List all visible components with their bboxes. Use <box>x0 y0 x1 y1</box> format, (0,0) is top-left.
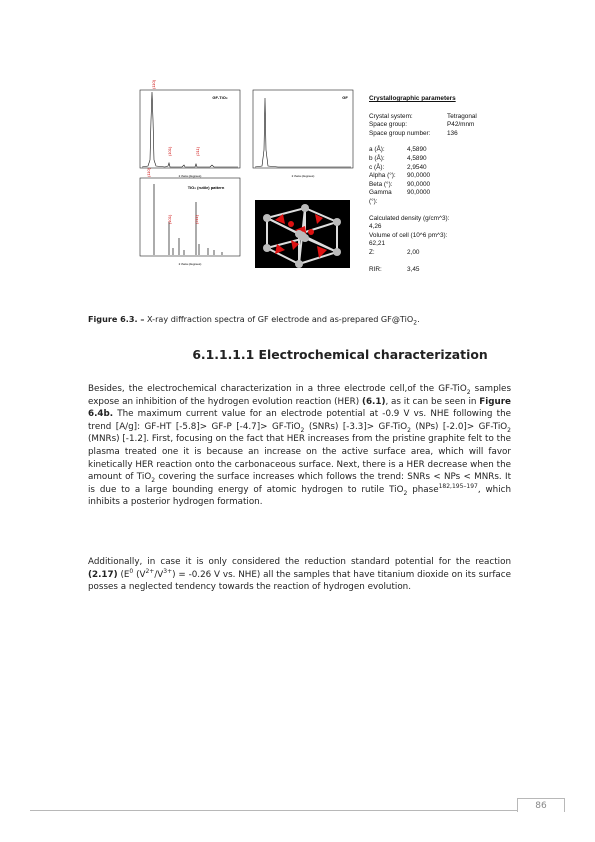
param-value: 62,21 <box>369 240 385 248</box>
xrd-plot-gf-tio2 <box>140 79 240 178</box>
param-label: a (Å): <box>369 146 385 154</box>
x-axis-label: 2 theta (degrees) <box>178 262 202 266</box>
param-label: Z: <box>369 248 375 256</box>
param-value: 4,26 <box>369 223 382 231</box>
peak-label: (101) <box>167 214 172 224</box>
param-value: 136 <box>447 129 458 137</box>
page-number: 86 <box>535 801 547 811</box>
param-value: 90,0000 <box>407 172 431 180</box>
param-value: 2,9540 <box>407 163 427 171</box>
peak-label: (211) <box>195 146 200 156</box>
paragraph-1: Besides, the electrochemical characterization in a three electrode cell,of the GF-TiO$_2$ samples expose an inhibition of the hydrogen evolution reaction (HER) (6.1), as it can be seen in Figure 6.4b. The maximum current value for an electrode potential at -0.9 V vs. NHE following the trend [A/g]: GF-HT [-5.8]> GF-P [-4.7]> GF-TiO$_2$ (SNRs) [-3.3]> GF-TiO$_2$ (NPs) [-2.0]> GF-TiO$_2$ (MNRs) [-1.2]. First, focusing on the fact that HER increases from the pristine graphite felt to the plasma treated one it is because an increase on the active surface area, which will favor kinetically HER reaction onto the carbonaceous surface. Next, there is a HER decrease when the amount of TiO$_2$ covering the surface increases which follows the trend: SNRs < NPs < MNRs. It is due to a large bounding energy of atomic hydrogen to rutile TiO$_2$ phase$^{182,195-197}$, which inhibits a posterior hydrogen formation. <box>88 384 512 508</box>
paragraph-2: Additionally, in case it is only considered the reduction standard potential for the reaction (2.17) ($E^0$ $(V^{2+}/V^{3+}) = -0.26$ V vs. NHE) all the samples that have titanium dioxide on its surface posses a neglected tendency towards the reaction of hydrogen evolution. <box>88 557 511 593</box>
page-number-box <box>517 798 565 812</box>
caption-text-end: . <box>417 314 420 324</box>
xrd-panel-gf-tio2 <box>140 79 240 178</box>
xrd-plot-gf <box>253 90 353 178</box>
param-value: 4,5890 <box>407 154 427 162</box>
peak-label: (101) <box>167 146 172 156</box>
caption-text: X-ray diffraction spectra of GF electrode and as-prepared GF@TiO <box>144 314 414 324</box>
xrd-panel-gf <box>253 90 353 178</box>
cryst-title: Crystallographic parameters <box>369 95 456 102</box>
param-label: Volume of cell (10^6 pm^3): <box>369 231 448 239</box>
panel-title: TiO₂ (rutile) pattern <box>187 185 225 190</box>
param-value: P42/mnm <box>447 121 475 129</box>
param-value: 4,5890 <box>407 146 427 154</box>
param-value: 2,00 <box>407 248 420 256</box>
xrd-panel-rutile-pattern <box>140 167 240 266</box>
param-label: c (Å): <box>369 163 385 171</box>
footer-rule <box>30 810 565 811</box>
section-heading: 6.1.1.1.1 Electrochemical characterization <box>192 347 488 362</box>
param-label: Gamma (°): <box>369 189 392 205</box>
param-value: 90,0000 <box>407 189 431 197</box>
param-label: Space group: <box>369 121 408 129</box>
peak-label: (110) <box>151 79 156 89</box>
param-value: Tetragonal <box>447 112 477 120</box>
param-label: Crystal system: <box>369 112 413 120</box>
peak-label: (110) <box>146 167 151 177</box>
caption-label: Figure 6.3. – <box>88 314 145 324</box>
x-axis-label: 2 theta (degrees) <box>178 174 202 178</box>
caption-sub: 2 <box>413 319 418 327</box>
x-axis-label: 2 theta (degrees) <box>291 174 315 178</box>
param-label: RIR: <box>369 265 382 273</box>
param-label: Alpha (°): <box>369 172 396 180</box>
panel-title: GF <box>342 95 348 100</box>
param-label: Space group number: <box>369 129 431 137</box>
param-label: b (Å): <box>369 154 385 162</box>
crystallographic-parameters-table <box>369 95 499 274</box>
param-label: Calculated density (g/cm^3): <box>369 214 450 222</box>
param-value: 3,45 <box>407 265 420 273</box>
peak-label: (211) <box>194 214 199 224</box>
rutile-unit-cell-image <box>255 200 350 268</box>
param-value: 90,0000 <box>407 180 431 188</box>
panel-title: GF-TiO₂ <box>212 95 228 100</box>
param-label: Beta (°): <box>369 180 393 188</box>
xrd-plot-rutile <box>140 167 240 266</box>
figure-caption <box>88 314 518 327</box>
